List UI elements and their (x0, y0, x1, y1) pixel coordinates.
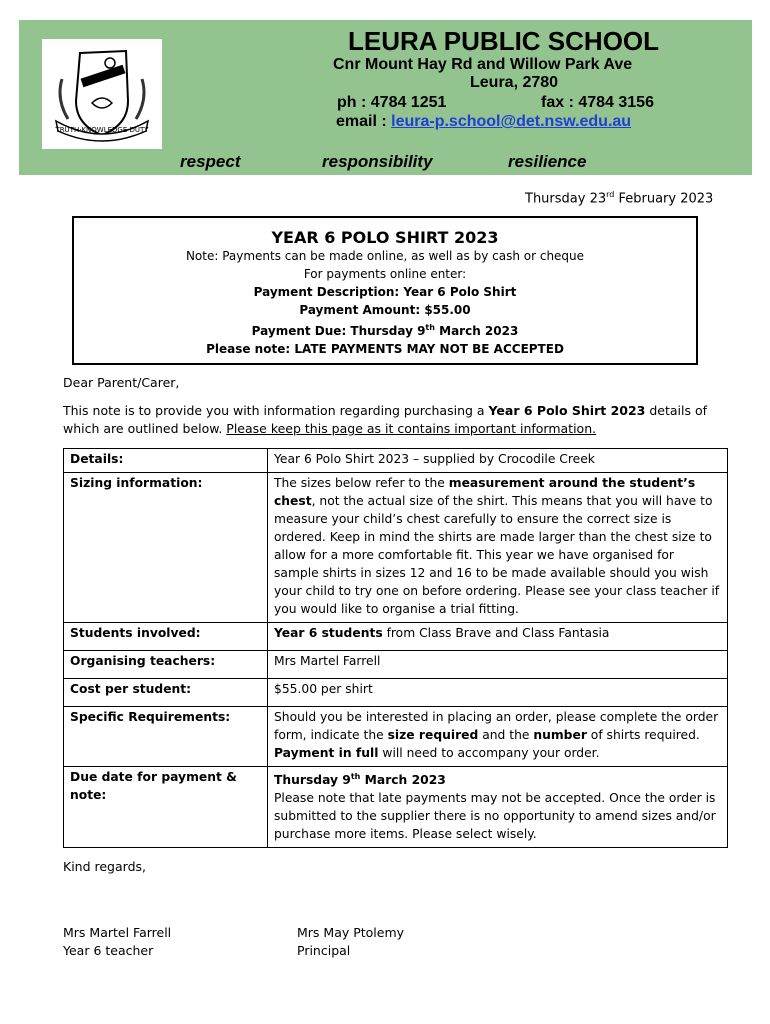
principal-name: Mrs May Ptolemy (297, 925, 405, 940)
table-row (64, 707, 728, 767)
email-line (336, 113, 631, 131)
sizing-label: Sizing information: (64, 473, 268, 623)
payment-due: Payment Due: Thursday 9th March 2023 (251, 323, 519, 338)
address-line-1: Cnr Mount Hay Rd and Willow Park Ave (333, 56, 633, 73)
logo-letters: LEURA (88, 76, 116, 93)
teacher-role: Year 6 teacher (63, 943, 154, 958)
details-table (63, 448, 728, 848)
kind-regards: Kind regards, (63, 859, 146, 874)
letter-date: Thursday 23rd February 2023 (525, 190, 714, 207)
email-label: email : (336, 113, 392, 130)
value-resilience: resilience (508, 152, 587, 171)
payment-description: Payment Description: Year 6 Polo Shirt (253, 285, 517, 299)
teachers-label: Organising teachers: (64, 651, 268, 679)
table-row (64, 473, 728, 623)
due-date-label: Due date for payment & note: (64, 767, 268, 848)
greeting: Dear Parent/Carer, (63, 375, 180, 390)
details-value: Year 6 Polo Shirt 2023 – supplied by Crocodile Creek (268, 449, 728, 473)
email-link[interactable]: leura-p.school@det.nsw.edu.au (391, 113, 632, 130)
table-row (64, 623, 728, 651)
teacher-signature-block (63, 924, 171, 960)
late-payment-warning: Please note: LATE PAYMENTS MAY NOT BE ACCEPTED (206, 342, 564, 356)
value-responsibility: responsibility (322, 152, 433, 171)
intro-paragraph: This note is to provide you with information regarding purchasing a Year 6 Polo Shirt 2023 details of which are outlined below. Please keep this page as it contains important information. (63, 403, 707, 436)
requirements-value: Should you be interested in placing an order, please complete the order form, indicate the size required and the number of shirts required. Payment in full will need to accompany your order. (268, 707, 728, 767)
cost-value: $55.00 per shirt (268, 679, 728, 707)
details-label: Details: (64, 449, 268, 473)
notice-line-1: Note: Payments can be made online, as well as by cash or cheque (185, 249, 585, 263)
students-value: Year 6 students from Class Brave and Class Fantasia (268, 623, 728, 651)
teacher-name: Mrs Martel Farrell (63, 925, 172, 940)
fax-number: fax : 4784 3156 (541, 94, 654, 111)
logo-motto: TRUTH·KNOWLEDGE·DUTY (55, 126, 149, 134)
table-row (64, 651, 728, 679)
payment-amount: Payment Amount: $55.00 (299, 303, 471, 317)
school-crest-icon (42, 39, 162, 149)
due-date-value: Thursday 9th March 2023 Please note that late payments may not be accepted. Once the order is submitted to the supplier there is no opportunity to amend sizes and/or purchase more items. Please select wisely. (268, 767, 728, 848)
students-label: Students involved: (64, 623, 268, 651)
notice-line-2: For payments online enter: (303, 267, 467, 281)
table-row (64, 449, 728, 473)
teachers-value: Mrs Martel Farrell (268, 651, 728, 679)
requirements-label: Specific Requirements: (64, 707, 268, 767)
principal-role: Principal (297, 943, 351, 958)
cost-label: Cost per student: (64, 679, 268, 707)
address-line-2: Leura, 2780 (470, 74, 559, 91)
sizing-value: The sizes below refer to the measurement around the student’s chest, not the actual size of the shirt. This means that you will have to measure your child’s chest carefully to ensure the correct size is ordered. Keep in mind the shirts are made larger than the chest size to allow for a more comfortable fit. This year we have organised for sample shirts in sizes 12 and 16 to be made available should you wish your child to try one on before ordering. Please see your class teacher if you would like to organise a trial fitting. (268, 473, 728, 623)
value-respect: respect (180, 152, 241, 171)
principal-signature-block (297, 924, 404, 960)
table-row (64, 679, 728, 707)
notice-title: YEAR 6 POLO SHIRT 2023 (271, 228, 499, 247)
table-row (64, 767, 728, 848)
phone-number: ph : 4784 1251 (337, 94, 447, 111)
payment-notice-box (72, 216, 698, 365)
school-logo (42, 39, 162, 149)
school-name: LEURA PUBLIC SCHOOL (348, 26, 660, 56)
